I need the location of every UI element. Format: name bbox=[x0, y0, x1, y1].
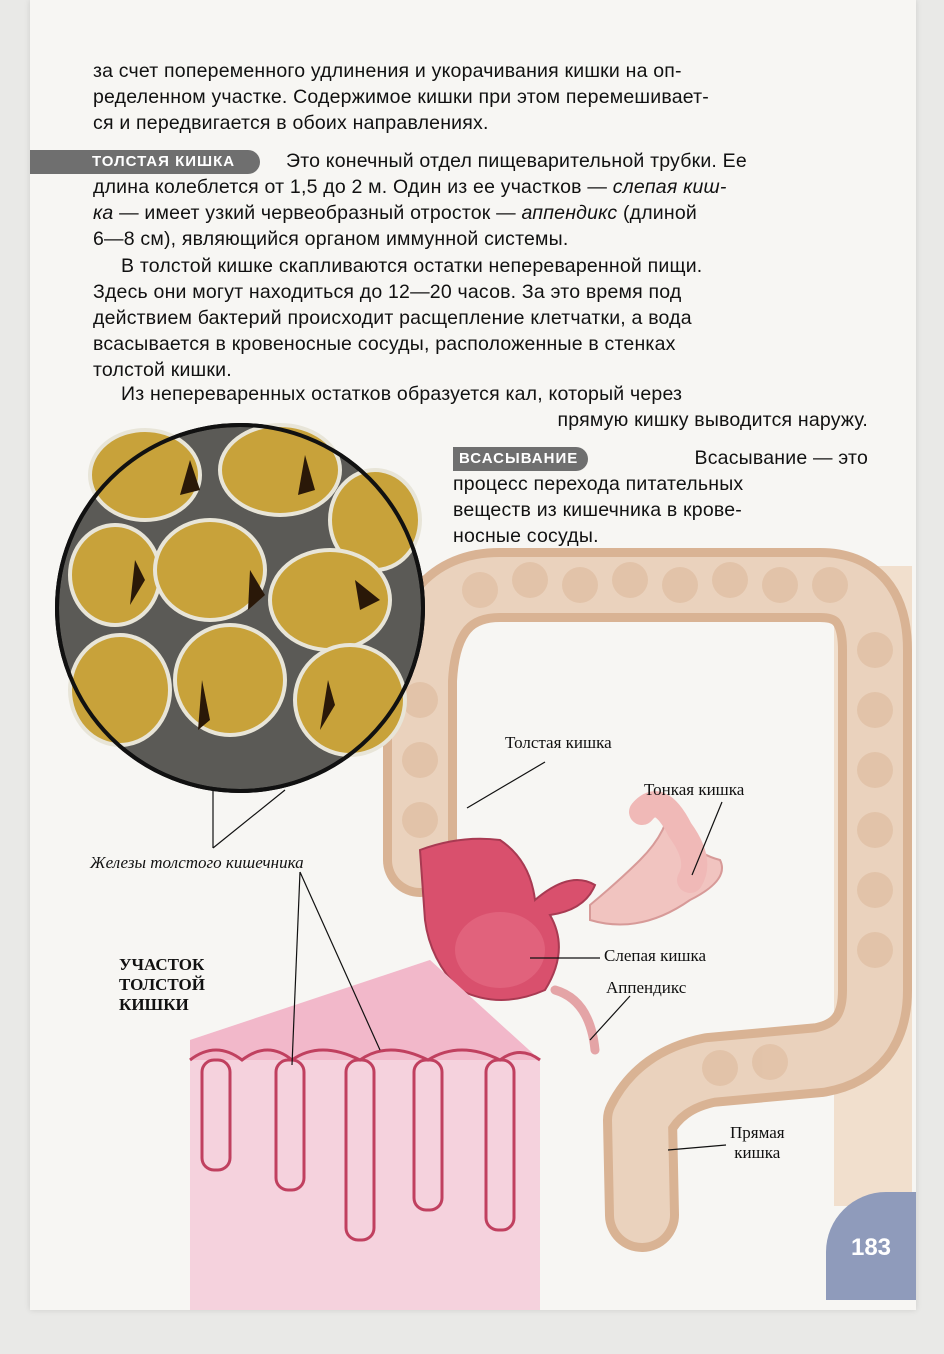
colon-line-3-text: — имеет узкий червеобразный отросток — bbox=[119, 202, 516, 224]
label-section-line-2: ТОЛСТОЙ bbox=[119, 975, 205, 994]
remains-paragraph bbox=[93, 253, 868, 383]
label-section bbox=[119, 955, 205, 1015]
label-rectum-line-2: кишка bbox=[734, 1143, 781, 1162]
remains-line-5: толстой кишки. bbox=[93, 359, 232, 381]
colon-line-3-end: (длиной bbox=[622, 202, 697, 224]
absorb-line-3: веществ из кишечника в крове- bbox=[453, 499, 742, 521]
label-cecum: Слепая кишка bbox=[604, 946, 707, 965]
intro-line-1: за счет попеременного удлинения и укорачивания кишки на оп- bbox=[93, 60, 682, 82]
label-section-line-1: УЧАСТОК bbox=[119, 955, 205, 974]
colon-line-1: Это конечный отдел пищеварительной трубки. Ее bbox=[286, 150, 747, 172]
label-rectum bbox=[730, 1123, 785, 1163]
page-number: 183 bbox=[826, 1192, 916, 1300]
label-small-intestine: Тонкая кишка bbox=[644, 780, 745, 799]
intro-line-2: ределенном участке. Содержимое кишки при этом перемешивает- bbox=[93, 86, 709, 108]
label-glands: Железы толстого кишечника bbox=[90, 853, 304, 872]
microscope-view bbox=[57, 425, 423, 791]
colon-line-2 bbox=[93, 174, 868, 200]
colon-line-2-text: длина колеблется от 1,5 до 2 м. Один из ее участков — bbox=[93, 176, 608, 198]
label-large-intestine: Толстая кишка bbox=[505, 733, 612, 752]
label-appendix: Аппендикс bbox=[606, 978, 687, 997]
feces-line-2: прямую кишку выводится наружу. bbox=[557, 409, 868, 431]
label-section-line-3: КИШКИ bbox=[119, 995, 189, 1014]
textbook-page bbox=[30, 0, 916, 1310]
intro-line-3: ся и передвигается в обоих направлениях. bbox=[93, 112, 489, 134]
remains-line-3: действием бактерий происходит расщепление клетчатки, а вода bbox=[93, 307, 692, 329]
colon-line-4: 6—8 см), являющийся органом иммунной системы. bbox=[93, 228, 569, 250]
colon-line-3 bbox=[93, 200, 868, 226]
remains-line-2: Здесь они могут находиться до 12—20 часов. За это время под bbox=[93, 281, 682, 303]
absorb-line-1: Всасывание — это bbox=[694, 447, 868, 469]
section-label-colon: ТОЛСТАЯ КИШКА bbox=[30, 150, 260, 174]
intro-paragraph bbox=[93, 58, 868, 136]
label-rectum-line-1: Прямая bbox=[730, 1123, 785, 1142]
absorb-line-4: носные сосуды. bbox=[453, 525, 599, 547]
cecum-term: слепая киш- bbox=[612, 176, 727, 198]
cecum-term-end: ка bbox=[93, 202, 114, 224]
appendix-term: аппендикс bbox=[521, 202, 618, 224]
remains-line-4: всасывается в кровеносные сосуды, расположенные в стенках bbox=[93, 333, 676, 355]
feces-line-1: Из непереваренных остатков образуется кал, который через bbox=[121, 383, 683, 405]
tissue-section bbox=[190, 960, 540, 1310]
section-label-absorption: ВСАСЫВАНИЕ bbox=[453, 447, 588, 471]
absorb-line-2: процесс перехода питательных bbox=[453, 473, 744, 495]
remains-line-1: В толстой кишке скапливаются остатки непереваренной пищи. bbox=[121, 255, 703, 277]
